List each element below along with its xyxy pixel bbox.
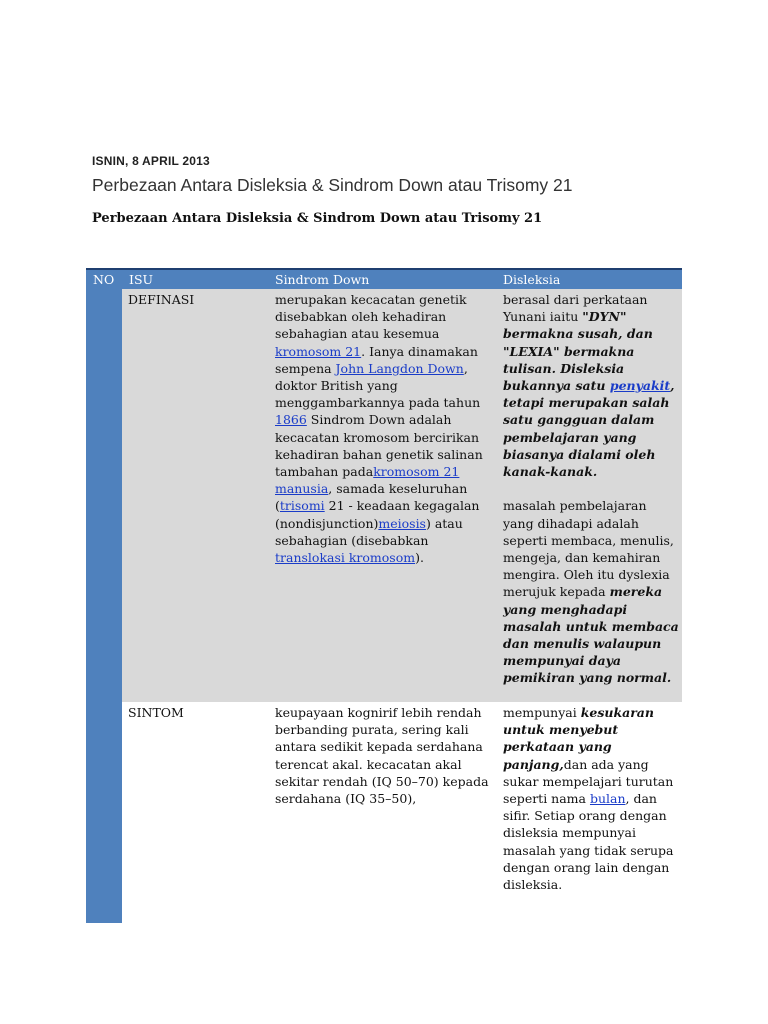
text: Sindrom Down adalah kecacatan kromosom bercirikan kehadiran bahan genetik salinan tambahan pada xyxy=(275,412,483,480)
text: ) atau sebahagian (disebabkan xyxy=(275,515,463,548)
link-translokasi-kromosom[interactable]: translokasi kromosom xyxy=(275,550,416,566)
text: , doktor British yang menggambarkannya pada tahun xyxy=(275,360,481,411)
cell-sindrom-sintom: keupayaan kognirif lebih rendah berbanding purata, sering kali antara sedikit kepada serdahana terencat akal. kecacatan akal sekitar rendah (IQ 50–70) kepada serdahana (IQ 35–50), xyxy=(275,705,489,807)
text: ). xyxy=(415,550,424,566)
text: mempunyai xyxy=(503,705,581,720)
text: , dan sifir. Setiap orang dengan disleksia mempunyai masalah yang tidak serupa dengan orang lain dengan disleksia. xyxy=(503,791,674,893)
header-disleksia: Disleksia xyxy=(503,272,561,287)
header-isu: ISU xyxy=(129,272,154,287)
table-row xyxy=(122,702,682,923)
text: masalah pembelajaran yang dihadapi adalah seperti membaca, menulis, mengeja, dan kemahiran mengira. Oleh itu dyslexia merujuk kepada xyxy=(503,498,674,600)
link-1866[interactable]: 1866 xyxy=(275,412,307,428)
table-row xyxy=(122,289,682,702)
post-title[interactable]: Perbezaan Antara Disleksia & Sindrom Down atau Trisomy 21 xyxy=(92,175,573,195)
post-date: ISNIN, 8 APRIL 2013 xyxy=(92,154,210,168)
link-kromosom-21[interactable]: kromosom 21 xyxy=(275,343,362,359)
link-bulan[interactable]: bulan xyxy=(589,791,626,807)
text: , samada keseluruhan ( xyxy=(275,481,468,514)
text: 21 - keadaan kegagalan (nondisjunction) xyxy=(275,498,480,531)
header-sindrom-down: Sindrom Down xyxy=(275,272,370,287)
link-trisomi[interactable]: trisomi xyxy=(279,498,325,514)
text-bold-italic: kesukaran untuk menyebut perkataan yang panjang, xyxy=(503,705,654,772)
text: . Ianya dinamakan sempena xyxy=(275,343,478,376)
cell-disleksia-definasi xyxy=(503,291,679,687)
text-bold-italic: "DYN" bermakna susah, dan "LEXIA" bermakna tulisan. Disleksia bukannya satu xyxy=(503,309,653,394)
text-bold-italic: , tetapi merupakan salah satu gangguan dalam pembelajaran yang biasanya dialami oleh kanak-kanak. xyxy=(503,378,675,480)
link-kromosom-21-manusia[interactable]: kromosom 21 manusia xyxy=(275,464,460,497)
cell-sindrom-definasi xyxy=(275,291,497,566)
document-heading: Perbezaan Antara Disleksia & Sindrom Down atau Trisomy 21 xyxy=(92,211,543,226)
text-bold-italic: mereka yang menghadapi masalah untuk membaca dan menulis walaupun mempunyai daya pemikiran yang normal. xyxy=(503,584,679,686)
link-john-langdon-down[interactable]: John Langdon Down xyxy=(335,360,464,376)
link-meiosis[interactable]: meiosis xyxy=(378,515,426,531)
cell-isu-sintom: SINTOM xyxy=(128,705,184,720)
header-no: NO xyxy=(93,272,115,287)
table-header-row xyxy=(86,268,682,289)
cell-disleksia-sintom xyxy=(503,704,679,893)
cell-isu-definasi: DEFINASI xyxy=(128,292,195,307)
text: berasal dari perkataan Yunani iaitu xyxy=(503,292,648,325)
link-penyakit[interactable]: penyakit xyxy=(609,378,671,394)
text: dan ada yang sukar mempelajari turutan seperti nama xyxy=(503,756,674,807)
text: merupakan kecacatan genetik disebabkan oleh kehadiran sebahagian atau kesemua xyxy=(275,292,467,342)
comparison-table xyxy=(86,268,682,893)
no-column xyxy=(86,289,122,923)
